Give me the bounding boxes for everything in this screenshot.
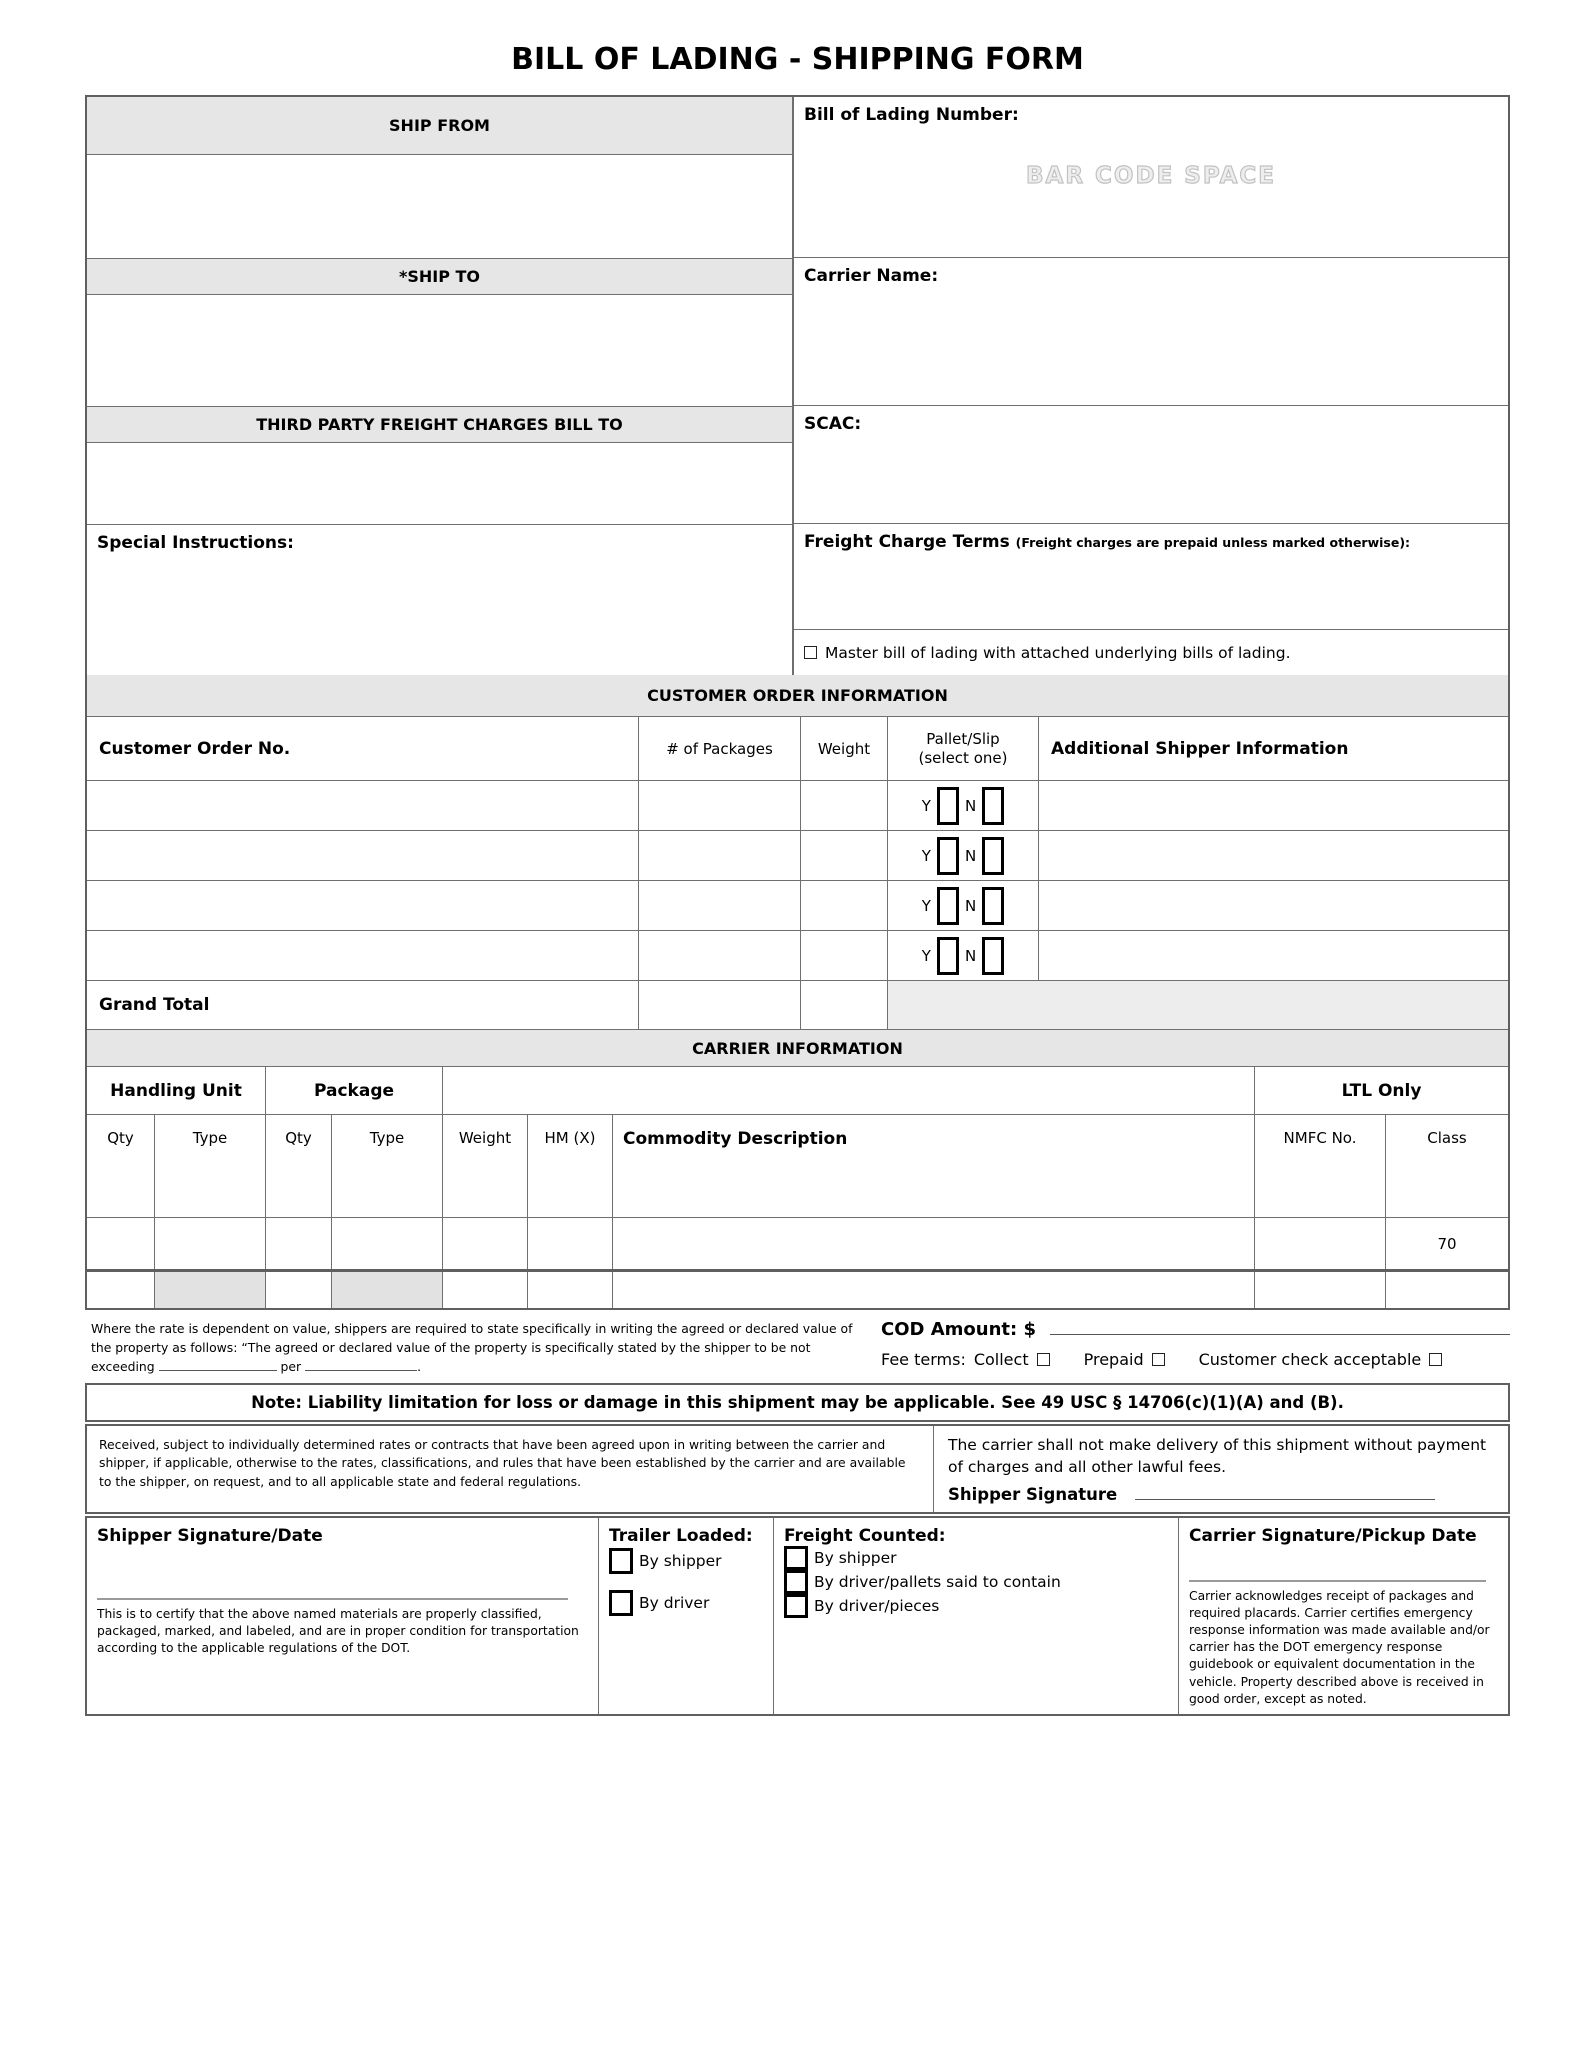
- pallet-yes-label: Y: [921, 796, 931, 815]
- pkg-type-cell[interactable]: [332, 1218, 443, 1269]
- pallet-slip-cell: [888, 881, 1039, 930]
- pallet-yes-checkbox[interactable]: [937, 787, 959, 825]
- commodity-cell[interactable]: [613, 1218, 1255, 1269]
- hm-cell[interactable]: [528, 1272, 613, 1308]
- trailer-by-shipper-label: By shipper: [639, 1551, 722, 1570]
- customer-order-row-1: [87, 781, 1508, 831]
- liability-note: Note: Liability limitation for loss or damage in this shipment may be applicable. See 49 USC § 14706(c)(1)(A) and (B).: [85, 1383, 1510, 1422]
- col-additional-info: Additional Shipper Information: [1051, 738, 1349, 759]
- declared-value-text: [85, 1315, 863, 1377]
- ship-to-input-area[interactable]: [87, 295, 792, 407]
- shipper-certification-text: This is to certify that the above named materials are properly classified, packaged, marked, and labeled, and are in proper condition for transportation according to the applicable regulations of the DOT.: [97, 1606, 579, 1655]
- shipper-signature-blank[interactable]: [1135, 1486, 1435, 1500]
- pallet-yes-checkbox[interactable]: [937, 837, 959, 875]
- weight-cell[interactable]: [801, 781, 888, 830]
- hm-cell[interactable]: [528, 1218, 613, 1269]
- customer-check-label: Customer check acceptable: [1198, 1350, 1422, 1369]
- pkg-qty-cell[interactable]: [266, 1218, 332, 1269]
- trailer-loaded-cell: [599, 1518, 774, 1714]
- cod-section: [863, 1315, 1510, 1377]
- pallet-no-checkbox[interactable]: [982, 837, 1004, 875]
- ship-to-header: *SHIP TO: [87, 259, 792, 295]
- bol-number-label: Bill of Lading Number:: [804, 105, 1019, 125]
- carrier-delivery-area: [934, 1426, 1508, 1512]
- freight-by-driver-pieces-label: By driver/pieces: [814, 1596, 940, 1615]
- pallet-no-checkbox[interactable]: [982, 787, 1004, 825]
- packages-cell[interactable]: [639, 831, 801, 880]
- packages-cell[interactable]: [639, 931, 801, 980]
- freight-counted-cell: [774, 1518, 1179, 1714]
- carrier-section-header: CARRIER INFORMATION: [87, 1030, 1508, 1067]
- prepaid-label: Prepaid: [1083, 1350, 1144, 1369]
- declared-value-per-label: per: [280, 1359, 302, 1375]
- freight-counted-header: Freight Counted:: [784, 1525, 946, 1546]
- weight-cell[interactable]: [801, 881, 888, 930]
- class-value: 70: [1437, 1234, 1457, 1253]
- fee-terms-collect: [881, 1350, 1050, 1369]
- freight-by-shipper-checkbox[interactable]: [784, 1546, 808, 1570]
- barcode-space-placeholder: BAR CODE SPACE: [1026, 163, 1276, 189]
- class-cell[interactable]: [1386, 1272, 1508, 1308]
- grand-total-packages-cell[interactable]: [639, 981, 801, 1029]
- freight-by-driver-pieces-row: [784, 1594, 1168, 1618]
- grand-total-row: [87, 981, 1508, 1030]
- carrier-group-headers: [87, 1067, 1508, 1115]
- bol-number-area[interactable]: [794, 97, 1508, 258]
- special-instructions-label: Special Instructions:: [97, 533, 294, 553]
- order-no-cell[interactable]: [87, 831, 639, 880]
- declared-value-statement: Where the rate is dependent on value, shippers are required to state specifically in writing the agreed or declared value of the property as follows: “The agreed or declared value of the property is specifically stated by the shipper to be not exceeding: [91, 1321, 853, 1375]
- pallet-yes-checkbox[interactable]: [937, 937, 959, 975]
- trailer-by-driver-checkbox[interactable]: [609, 1590, 633, 1616]
- declared-value-period: .: [417, 1359, 422, 1375]
- bill-of-lading-form: [85, 95, 1510, 1310]
- freight-by-shipper-label: By shipper: [814, 1548, 897, 1567]
- pkg-type-cell[interactable]: [332, 1272, 443, 1308]
- customer-order-row-4: [87, 931, 1508, 981]
- col-pkg-qty: Qty: [266, 1115, 332, 1217]
- pallet-slip-cell: [888, 831, 1039, 880]
- prepaid-checkbox[interactable]: [1152, 1353, 1165, 1366]
- col-weight: Weight: [443, 1115, 528, 1217]
- pallet-slip-line1: Pallet/Slip: [926, 729, 1000, 748]
- hu-type-cell[interactable]: [155, 1272, 266, 1308]
- freight-charge-terms-area[interactable]: [794, 524, 1508, 630]
- hu-qty-cell[interactable]: [87, 1218, 155, 1269]
- third-party-input-area[interactable]: [87, 443, 792, 525]
- pallet-slip-cell: [888, 781, 1039, 830]
- trailer-by-shipper-row: [609, 1548, 763, 1574]
- fee-terms-line: [881, 1350, 1510, 1369]
- weight-cell[interactable]: [443, 1218, 528, 1269]
- declared-value-amount-blank[interactable]: [159, 1359, 277, 1371]
- grand-total-merged-cell: [888, 981, 1508, 1029]
- hu-type-cell[interactable]: [155, 1218, 266, 1269]
- additional-info-cell[interactable]: [1039, 931, 1508, 980]
- top-right-column: [794, 97, 1508, 675]
- col-hu-qty: Qty: [87, 1115, 155, 1217]
- shipper-signature-date-header: Shipper Signature/Date: [97, 1525, 323, 1546]
- carrier-data-row-1: [87, 1218, 1508, 1272]
- freight-by-driver-pieces-checkbox[interactable]: [784, 1594, 808, 1618]
- scac-area[interactable]: [794, 406, 1508, 524]
- trailer-loaded-header: Trailer Loaded:: [609, 1525, 753, 1546]
- carrier-name-area[interactable]: [794, 258, 1508, 406]
- shipper-signature-cell: [87, 1518, 599, 1714]
- freight-by-shipper-row: [784, 1546, 1168, 1570]
- master-bill-label: Master bill of lading with attached underlying bills of lading.: [825, 643, 1291, 662]
- pallet-slip-line2: (select one): [918, 748, 1008, 767]
- pkg-qty-cell[interactable]: [266, 1272, 332, 1308]
- customer-order-section-header: CUSTOMER ORDER INFORMATION: [87, 675, 1508, 717]
- freight-by-driver-pallets-row: [784, 1570, 1168, 1594]
- carrier-delivery-text: The carrier shall not make delivery of this shipment without payment of charges and all other lawful fees.: [948, 1435, 1487, 1477]
- cod-amount-blank[interactable]: [1050, 1319, 1510, 1335]
- col-commodity-description: Commodity Description: [613, 1115, 1255, 1217]
- cod-amount-label: COD Amount: $: [881, 1319, 1036, 1340]
- pallet-no-checkbox[interactable]: [982, 937, 1004, 975]
- page-title: BILL OF LADING - SHIPPING FORM: [511, 42, 1084, 77]
- declared-value-per-blank[interactable]: [305, 1359, 417, 1371]
- fee-terms-label: Fee terms:: [881, 1350, 966, 1369]
- hu-qty-cell[interactable]: [87, 1272, 155, 1308]
- scac-label: SCAC:: [804, 414, 862, 434]
- signatures-section: [85, 1516, 1510, 1716]
- handling-unit-header: Handling Unit: [87, 1067, 266, 1114]
- third-party-header: THIRD PARTY FREIGHT CHARGES BILL TO: [87, 407, 792, 443]
- top-section: [87, 97, 1508, 675]
- grand-total-weight-cell[interactable]: [801, 981, 888, 1029]
- cod-amount-line: [881, 1319, 1510, 1340]
- col-pallet-slip: [888, 717, 1039, 780]
- freight-by-driver-pallets-checkbox[interactable]: [784, 1570, 808, 1594]
- shipper-signature-line: [948, 1485, 1494, 1504]
- declared-value-section: [85, 1315, 1510, 1377]
- master-bill-row: [794, 630, 1508, 675]
- shipper-signature-rule[interactable]: [97, 1598, 568, 1600]
- carrier-name-label: Carrier Name:: [804, 266, 939, 286]
- pallet-no-checkbox[interactable]: [982, 887, 1004, 925]
- order-no-cell[interactable]: [87, 931, 639, 980]
- collect-checkbox[interactable]: [1037, 1353, 1050, 1366]
- package-header: Package: [266, 1067, 443, 1114]
- customer-order-column-headers: [87, 717, 1508, 781]
- class-cell[interactable]: [1386, 1218, 1508, 1269]
- pallet-yes-checkbox[interactable]: [937, 887, 959, 925]
- pallet-no-label: N: [964, 796, 977, 815]
- ltl-only-header: LTL Only: [1341, 1080, 1422, 1101]
- freight-by-driver-pallets-label: By driver/pallets said to contain: [814, 1572, 1061, 1591]
- ship-from-input-area[interactable]: [87, 155, 792, 259]
- fee-terms-check: [1199, 1350, 1443, 1369]
- terms-section: [85, 1424, 1510, 1514]
- customer-order-row-3: [87, 881, 1508, 931]
- pallet-yes-label: Y: [921, 896, 931, 915]
- special-instructions-area[interactable]: [87, 525, 792, 675]
- pallet-yes-label: Y: [921, 946, 931, 965]
- additional-info-cell[interactable]: [1039, 781, 1508, 830]
- col-customer-order-no: Customer Order No.: [87, 717, 639, 780]
- freight-terms-title: Freight Charge Terms: [804, 532, 1010, 552]
- nmfc-cell[interactable]: [1255, 1272, 1386, 1308]
- trailer-by-driver-label: By driver: [639, 1593, 710, 1612]
- master-bill-checkbox[interactable]: [804, 646, 817, 659]
- col-weight: Weight: [801, 717, 888, 780]
- carrier-signature-header: Carrier Signature/Pickup Date: [1189, 1525, 1477, 1546]
- carrier-data-row-2: [87, 1272, 1508, 1308]
- trailer-by-shipper-checkbox[interactable]: [609, 1548, 633, 1574]
- customer-check-checkbox[interactable]: [1429, 1353, 1442, 1366]
- collect-label: Collect: [973, 1350, 1029, 1369]
- customer-order-row-2: [87, 831, 1508, 881]
- col-pkg-type: Type: [332, 1115, 443, 1217]
- received-terms-text: Received, subject to individually determined rates or contracts that have been agreed upon in writing between the carrier and shipper, if applicable, otherwise to the rates, classifications, and rules that have been established by the carrier and are available to the shipper, on request, and to all applicable state and federal regulations.: [87, 1426, 934, 1512]
- col-hm: HM (X): [528, 1115, 613, 1217]
- pallet-no-label: N: [964, 946, 977, 965]
- weight-cell[interactable]: [801, 831, 888, 880]
- carrier-signature-cell: [1179, 1518, 1508, 1714]
- freight-terms-note: (Freight charges are prepaid unless marked otherwise):: [1015, 535, 1411, 550]
- pallet-yes-label: Y: [921, 846, 931, 865]
- order-no-cell[interactable]: [87, 781, 639, 830]
- col-nmfc-no: NMFC No.: [1255, 1115, 1386, 1217]
- col-packages: # of Packages: [639, 717, 801, 780]
- top-left-column: [87, 97, 794, 675]
- commodity-cell[interactable]: [613, 1272, 1255, 1308]
- carrier-acknowledgment-text: Carrier acknowledges receipt of packages and required placards. Carrier certifies emergency response information was made available and/or carrier has the DOT emergency response guidebook or equivalent documentation in the vehicle. Property described above is received in good order, except as noted.: [1189, 1588, 1490, 1706]
- order-no-cell[interactable]: [87, 881, 639, 930]
- carrier-signature-rule[interactable]: [1189, 1580, 1486, 1582]
- weight-cell[interactable]: [443, 1272, 528, 1308]
- additional-info-cell[interactable]: [1039, 881, 1508, 930]
- packages-cell[interactable]: [639, 881, 801, 930]
- trailer-by-driver-row: [609, 1590, 763, 1616]
- col-hu-type: Type: [155, 1115, 266, 1217]
- carrier-column-headers: [87, 1115, 1508, 1218]
- fee-terms-prepaid: [1084, 1350, 1165, 1369]
- group-header-spacer: [443, 1067, 1255, 1114]
- nmfc-cell[interactable]: [1255, 1218, 1386, 1269]
- pallet-slip-cell: [888, 931, 1039, 980]
- freight-charge-terms-label: [794, 524, 1508, 560]
- pallet-no-label: N: [964, 896, 977, 915]
- additional-info-cell[interactable]: [1039, 831, 1508, 880]
- pallet-no-label: N: [964, 846, 977, 865]
- grand-total-label: Grand Total: [87, 981, 639, 1029]
- col-class: Class: [1427, 1129, 1467, 1147]
- shipper-signature-label: Shipper Signature: [948, 1484, 1118, 1504]
- ship-from-header: SHIP FROM: [87, 97, 792, 155]
- weight-cell[interactable]: [801, 931, 888, 980]
- packages-cell[interactable]: [639, 781, 801, 830]
